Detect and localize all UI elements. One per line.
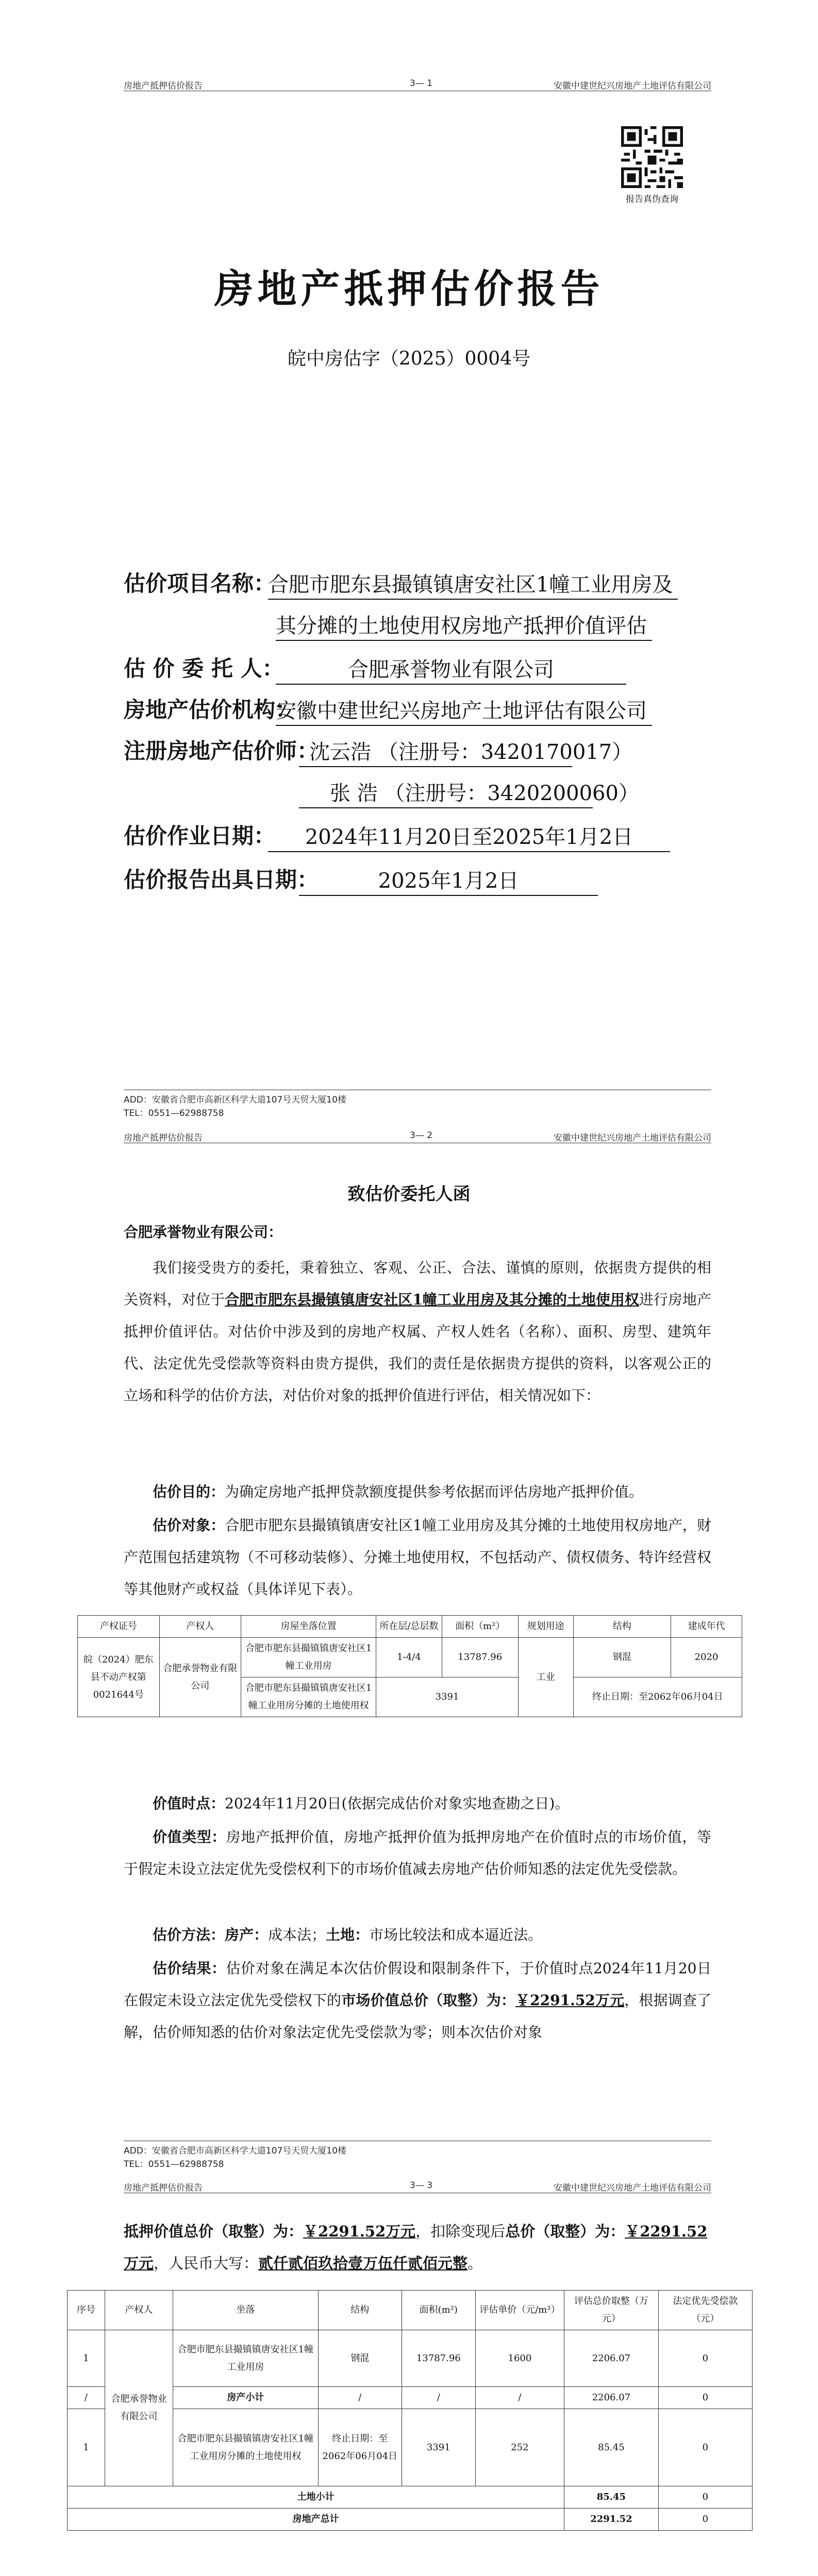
- summary-amount-1: ￥2291.52万元: [303, 2223, 416, 2240]
- property-table: [77, 1615, 742, 1717]
- table-header: 法定优先受偿款（元）: [658, 2291, 752, 2330]
- object-text: 合肥市肥东县撮镇镇唐安社区1幢工业用房及其分摊的土地使用权房地产，财产范围包括建筑物（不可移动装修）、分摊土地使用权，不包括动产、债权债务、特许经营权等其他财产或权益（具体详见下表）。: [124, 1517, 711, 1598]
- intro-text-2: 进行房地产抵押价值评估。对估价中涉及到的房地产权属、产权人姓名（名称）、面积、房型、建筑年代、法定优先受偿款等资料由贵方提供，我们的责任是依据贵方提供的资料，以客观公正的立场和科学的估价方法，对估价对象的抵押价值进行评估，相关情况如下：: [124, 1291, 711, 1404]
- issue-date-label: 估价报告出具日期：: [124, 867, 319, 892]
- period-value: 2024年11月20日至2025年1月2日: [268, 821, 670, 852]
- year: 2020: [671, 1638, 742, 1677]
- table-header: 产权人: [159, 1616, 241, 1638]
- letter-salutation: 合肥承誉物业有限公司：: [124, 1224, 283, 1241]
- table-header: 结构: [573, 1616, 671, 1638]
- area: 3391: [376, 1677, 519, 1717]
- area: 13787.96: [402, 2330, 475, 2387]
- appraiser-2: 张 浩 （注册号：3420200060）: [299, 777, 593, 808]
- grand-total: 2291.52: [564, 2509, 658, 2531]
- letter-intro: [124, 1252, 711, 1412]
- footer-address: ADD：安徽省合肥市高新区科学大道107号天贸大厦10楼: [124, 1095, 346, 1105]
- value-summary: [124, 2215, 711, 2279]
- table-header: 序号: [68, 2291, 105, 2330]
- method-b: 成本法；: [268, 1926, 326, 1943]
- row-no: /: [68, 2387, 105, 2409]
- unit-price: 252: [475, 2409, 564, 2486]
- qr-code[interactable]: [621, 126, 683, 188]
- summary-amount-words: 贰仟贰佰玖拾壹万伍仟贰佰元整: [258, 2255, 468, 2272]
- summary-text-4: ，人民币大写：: [154, 2255, 259, 2272]
- type-label: 价值类型：: [153, 1828, 226, 1845]
- report-number: 皖中房估字（2025）0004号: [287, 348, 531, 369]
- appraiser-label: 注册房地产估价师：: [124, 738, 319, 764]
- summary-text-1: 抵押价值总价（取整）为：: [124, 2223, 304, 2240]
- page-header-1: [124, 77, 711, 91]
- result-label: 估价结果：: [153, 1960, 226, 1977]
- table-header: 评估总价取整（万元）: [564, 2291, 658, 2330]
- footer-tel: TEL：0551—62988758: [124, 1108, 224, 1118]
- header-left: 房地产抵押估价报告: [124, 1133, 203, 1143]
- header-page-number: 3— 3: [410, 2180, 433, 2191]
- header-right: 安徽中建世纪兴房地产土地评估有限公司: [554, 1133, 711, 1143]
- use: 工业: [518, 1638, 573, 1717]
- result-text-1: 估价对象在满足本次估价假设和限制条件下，于价值时点2024年11月20日在假定未设立法定优先受偿权下的: [124, 1960, 711, 2009]
- agency-value: 安徽中建世纪兴房地产土地评估有限公司: [276, 694, 652, 726]
- page-footer-1: [124, 1090, 711, 1120]
- land-term: 终止日期：至2062年06月04日: [573, 1677, 742, 1717]
- land-subtotal-label: 土地小计: [68, 2486, 564, 2509]
- project-value-line2: 其分摊的土地使用权房地产抵押价值评估: [276, 609, 652, 641]
- table-header: 面积(m²): [402, 2291, 475, 2330]
- footer-address: ADD：安徽省合肥市高新区科学大道107号天贸大厦10楼: [124, 2146, 346, 2156]
- result-bold-1: 市场价值总价（取整）为：: [341, 1992, 515, 2009]
- preferential: 0: [658, 2387, 752, 2409]
- row-no: 1: [68, 2330, 105, 2387]
- header-left: 房地产抵押估价报告: [124, 81, 203, 91]
- header-right: 安徽中建世纪兴房地产土地评估有限公司: [554, 2183, 711, 2193]
- method-paragraph: [124, 1919, 711, 1951]
- land-subtotal-pref: 0: [658, 2486, 752, 2509]
- area: /: [402, 2387, 475, 2409]
- grand-total-label: 房地产总计: [68, 2509, 564, 2531]
- owner: 合肥承誉物业有限公司: [159, 1638, 241, 1717]
- client-label: 估 价 委 托 人：: [124, 656, 284, 681]
- purpose-paragraph: [124, 1476, 711, 1508]
- issue-date-value: 2025年1月2日: [299, 865, 598, 896]
- floor: 1-4/4: [376, 1638, 442, 1677]
- page-header-3: [124, 2179, 711, 2193]
- location: 合肥市肥东县撮镇镇唐安社区1幢工业用房: [241, 1638, 376, 1677]
- area: 3391: [402, 2409, 475, 2486]
- object-paragraph: [124, 1510, 711, 1605]
- report-title: 房地产抵押估价报告: [214, 266, 604, 312]
- project-value-line1: 合肥市肥东县撮镇镇唐安社区1幢工业用房及: [268, 568, 678, 600]
- header-page-number: 3— 2: [410, 1130, 433, 1141]
- location: 合肥市肥东县撮镇镇唐安社区1幢工业用房: [173, 2330, 318, 2387]
- table-header: 产权证号: [78, 1616, 160, 1638]
- letter-title: 致估价委托人函: [347, 1184, 471, 1205]
- project-label: 估价项目名称：: [124, 571, 276, 596]
- structure: 钢混: [573, 1638, 671, 1677]
- area: 13787.96: [442, 1638, 518, 1677]
- summary-amount-2: ￥2291.52: [625, 2223, 708, 2240]
- summary-text-2: ，扣除变现后: [415, 2223, 506, 2240]
- result-text-2: ，根据调查了解，估价师知悉的估价对象法定优先受偿款为零；则本次估价对象: [124, 1992, 711, 2041]
- summary-text-3: 总价（取整）为：: [505, 2223, 625, 2240]
- location: 合肥市肥东县撮镇镇唐安社区1幢工业用房分摊的土地使用权: [241, 1677, 376, 1717]
- type-text: 房地产抵押价值，房地产抵押价值为抵押房地产在价值时点的市场价值，等于假定未设立法定优先受偿权利下的市场价值减去房地产估价师知悉的法定优先受偿款。: [124, 1828, 711, 1877]
- header-left: 房地产抵押估价报告: [124, 2183, 203, 2193]
- method-label: 估价方法：: [153, 1926, 225, 1943]
- table-header: 面积（m²）: [442, 1616, 518, 1638]
- unit-price: 1600: [475, 2330, 564, 2387]
- appraiser-1: 沈云浩 （注册号：3420170017）: [299, 736, 572, 767]
- table-header: 房屋坐落位置: [241, 1616, 376, 1638]
- location: 合肥市肥东县撮镇镇唐安社区1幢工业用房分摊的土地使用权: [173, 2409, 318, 2486]
- page-footer-2: [124, 2141, 711, 2171]
- date-text: 2024年11月20日(依据完成估价对象实地查勘之日)。: [225, 1795, 570, 1812]
- owner: 合肥承誉物业有限公司: [105, 2330, 173, 2486]
- structure: 终止日期：至2062年06月04日: [318, 2409, 402, 2486]
- grand-total-pref: 0: [658, 2509, 752, 2531]
- method-a: 房产：: [225, 1926, 269, 1943]
- method-c: 土地：: [326, 1926, 370, 1943]
- qr-caption: 报告真伪查询: [626, 194, 678, 205]
- date-label: 价值时点：: [153, 1795, 225, 1812]
- table-header: 评估单价（元/m²）: [475, 2291, 564, 2330]
- table-header: 结构: [318, 2291, 402, 2330]
- type-paragraph: [124, 1821, 711, 1885]
- client-value: 合肥承誉物业有限公司: [276, 653, 626, 685]
- structure: /: [318, 2387, 402, 2409]
- summary-text-5: 。: [468, 2255, 483, 2272]
- intro-bold-object: 合肥市肥东县撮镇镇唐安社区1幢工业用房及其分摊的土地使用权: [225, 1291, 639, 1308]
- purpose-label: 估价目的：: [153, 1483, 225, 1500]
- cert-number: 皖（2024）肥东县不动产权第0021644号: [78, 1638, 160, 1717]
- agency-label: 房地产估价机构：: [124, 697, 297, 722]
- table-row: [68, 2486, 753, 2509]
- purpose-text: 为确定房地产抵押贷款额度提供参考依据而评估房地产抵押价值。: [225, 1483, 644, 1500]
- row-no: 1: [68, 2409, 105, 2486]
- table-row: [68, 2330, 753, 2387]
- preferential: 0: [658, 2409, 752, 2486]
- method-d: 市场比较法和成本逼近法。: [369, 1926, 543, 1943]
- subtotal-label: 房产小计: [173, 2387, 318, 2409]
- object-label: 估价对象：: [153, 1517, 225, 1534]
- date-paragraph: [124, 1788, 711, 1820]
- unit-price: /: [475, 2387, 564, 2409]
- total-price: 2206.07: [564, 2330, 658, 2387]
- valuation-table: [67, 2290, 753, 2531]
- page-header-2: [124, 1129, 711, 1143]
- footer-tel: TEL：0551—62988758: [124, 2159, 224, 2170]
- table-row: [78, 1638, 742, 1677]
- table-header: 所在层/总层数: [376, 1616, 442, 1638]
- summary-unit: 万元: [124, 2255, 154, 2272]
- total-price: 2206.07: [564, 2387, 658, 2409]
- intro-text-1: 我们接受贵方的委托，秉着独立、客观、公正、合法、谨慎的原则，依据贵方提供的相关资料，对位于: [124, 1259, 711, 1308]
- preferential: 0: [658, 2330, 752, 2387]
- header-page-number: 3— 1: [410, 78, 433, 89]
- land-subtotal: 85.45: [564, 2486, 658, 2509]
- structure: 钢混: [318, 2330, 402, 2387]
- result-amount-1: ￥2291.52万元: [515, 1992, 625, 2009]
- table-header: 规划用途: [518, 1616, 573, 1638]
- total-price: 85.45: [564, 2409, 658, 2486]
- table-header: 坐落: [173, 2291, 318, 2330]
- table-header: 建成年代: [671, 1616, 742, 1638]
- table-row: [68, 2509, 753, 2531]
- header-right: 安徽中建世纪兴房地产土地评估有限公司: [554, 81, 711, 91]
- table-header: 产权人: [105, 2291, 173, 2330]
- result-paragraph: [124, 1953, 711, 2048]
- period-label: 估价作业日期：: [124, 823, 276, 849]
